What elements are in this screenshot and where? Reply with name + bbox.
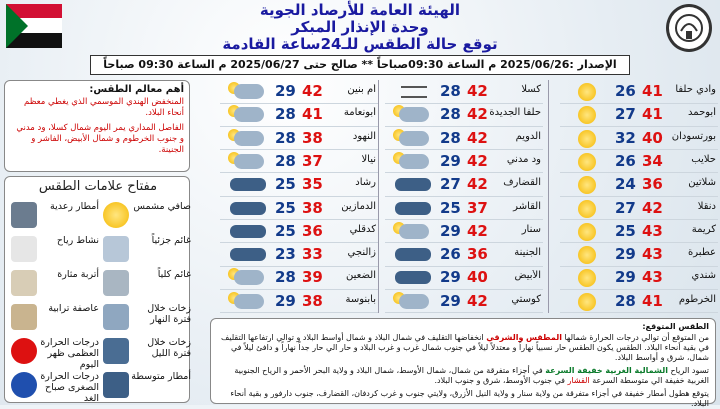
city-name: أم بنين <box>347 84 376 95</box>
key-label: صافي مشمس <box>133 201 191 212</box>
city-name: عطبرة <box>688 247 716 259</box>
cloud-icon <box>224 292 270 311</box>
sun-icon <box>564 245 610 264</box>
table-row <box>560 243 718 267</box>
table-row <box>220 197 378 221</box>
max-temp: 43 <box>642 245 663 264</box>
table-row <box>560 290 718 314</box>
key-label: عاصفة ترابية <box>48 303 99 314</box>
expected-text-2a: تسود الرياح <box>670 366 709 375</box>
max-temp: 34 <box>642 151 663 170</box>
min-temp: 26 <box>615 82 636 100</box>
expected-text-1d: انخفاضها التقليف في شمال البلاد و شمال أواسط البلاد و توالي ارتفاعها التقليف في بقية أنحاء البلاد. الطقس يكون الطقس حار نسبياً نهاراً و معتدلاً ليلاً في جنوب شمال غرب و غرب البلاد و حار الي حار جداً نهاراً و دافئ ليلاً في شمال، شرق و أواسط البلاد. <box>221 333 709 362</box>
rain-icon <box>389 245 435 264</box>
weather-highlights-box <box>4 80 190 172</box>
duststorm-icon <box>11 304 37 330</box>
table-row <box>385 243 543 267</box>
table-row <box>385 127 543 151</box>
min-temp: 29 <box>440 291 461 310</box>
max-temp: 42 <box>642 198 663 217</box>
cloud-icon <box>389 152 435 171</box>
city-name: حلفا الجديدة <box>489 107 541 119</box>
max-temp: 41 <box>642 105 663 124</box>
min-temp: 32 <box>615 128 636 147</box>
storm-icon <box>11 202 37 228</box>
min-temp: 29 <box>275 291 296 310</box>
expected-text-2d: القشار <box>567 376 590 385</box>
sun-icon <box>103 202 129 228</box>
wind-icon <box>389 82 435 101</box>
header-line3: توقع حالة الطقس للـ24ساعة القادمة <box>222 35 498 53</box>
city-name: القاشر <box>513 200 541 212</box>
expected-text-2b: الشمالية الغربية خفيفة السرعة <box>545 366 668 375</box>
max-temp: 36 <box>467 245 488 264</box>
max-temp: 38 <box>302 198 323 217</box>
city-name: نيالا <box>361 153 376 165</box>
key-label: درجات الحرارة العظمى ظهر اليوم <box>40 337 99 370</box>
cloud-icon <box>224 82 270 101</box>
sun-icon <box>564 175 610 194</box>
sudan-flag <box>6 4 62 48</box>
max-temp: 38 <box>302 291 323 310</box>
max-temp: 37 <box>467 198 488 217</box>
table-row <box>385 266 543 290</box>
max-temp: 36 <box>302 221 323 240</box>
expected-title: الطقس المتوقع: <box>642 322 709 331</box>
expected-text-1b: المطقس <box>525 333 562 342</box>
max-temp: 36 <box>642 175 663 194</box>
cloud-icon <box>224 105 270 124</box>
cloud-icon <box>389 129 435 148</box>
table-row <box>560 150 718 174</box>
city-name: القضارف <box>503 177 541 189</box>
header-line1: الهيئة العامة للأرصاد الجوية <box>259 1 461 19</box>
min-temp: 29 <box>615 245 636 264</box>
highlights-title: أهم معالم الطقس: <box>89 84 184 95</box>
sun-icon <box>564 292 610 311</box>
sun-icon <box>564 129 610 148</box>
expected-text-2c: في أجزاء متفرقة من شمال، شمال الأوسط، شمال البلاد و ولاية البحر الأحمر و الرياح الجنوبية الغربية خفيفة الي متوسطة السرعة <box>234 366 709 385</box>
rain-icon <box>103 372 129 398</box>
highlight-itcz: الفاصل المداري يمر اليوم شمال كسلا، ود مدني و جنوب الخرطوم و شمال الأبيض، الفاشر و الجنينة. <box>16 123 184 155</box>
rain-icon <box>389 175 435 194</box>
city-name: دنقلا <box>697 200 716 212</box>
min-temp: 28 <box>275 151 296 170</box>
column-divider <box>378 80 379 313</box>
nightrain-icon <box>103 338 129 364</box>
key-label: غائم جزئياً <box>151 235 191 246</box>
city-name: زالنجي <box>347 247 376 259</box>
sun-icon <box>564 222 610 241</box>
table-row <box>220 173 378 197</box>
meteorological-logo <box>666 4 712 52</box>
key-title: مفتاح علامات الطقس <box>38 179 158 194</box>
min-temp: 27 <box>440 175 461 194</box>
city-name: حلايب <box>691 153 716 165</box>
table-row <box>560 220 718 244</box>
expected-wind-text <box>217 366 709 386</box>
min-temp: 28 <box>440 128 461 147</box>
city-name: سنار <box>521 223 541 235</box>
table-row <box>220 243 378 267</box>
max-temp: 43 <box>642 221 663 240</box>
table-row <box>385 220 543 244</box>
city-name: وادي حلفا <box>675 84 716 95</box>
min-temp: 27 <box>615 198 636 217</box>
min-temp: 26 <box>440 245 461 264</box>
max-temp: 42 <box>467 128 488 147</box>
sun-icon <box>564 105 610 124</box>
expected-temperature-text <box>217 333 709 363</box>
sun-icon <box>564 268 610 287</box>
expected-weather-box <box>210 318 716 408</box>
city-name: كريمة <box>691 223 716 235</box>
city-name: الأبيض <box>514 270 541 282</box>
min-temp: 28 <box>615 291 636 310</box>
key-label: غائم كلياً <box>157 269 191 280</box>
city-name: رشاد <box>355 177 376 189</box>
city-name: أبوحمد <box>688 107 716 119</box>
table-row <box>560 266 718 290</box>
table-row <box>220 290 378 314</box>
city-name: كسلا <box>521 84 541 95</box>
header <box>150 2 570 53</box>
city-name: أبونعامة <box>343 107 376 119</box>
blue-icon <box>11 372 37 398</box>
dayrain-icon <box>103 304 129 330</box>
table-row <box>220 103 378 127</box>
min-temp: 27 <box>615 105 636 124</box>
table-row <box>385 197 543 221</box>
table-row <box>560 127 718 151</box>
table-row <box>385 80 543 104</box>
min-temp: 29 <box>440 268 461 287</box>
red-icon <box>11 338 37 364</box>
min-temp: 23 <box>275 245 296 264</box>
table-row <box>220 266 378 290</box>
min-temp: 28 <box>275 268 296 287</box>
key-item-red <box>9 335 101 368</box>
city-name: شندي <box>691 270 716 282</box>
table-row <box>385 173 543 197</box>
cloud-icon <box>224 268 270 287</box>
rain-icon <box>224 199 270 218</box>
max-temp: 33 <box>302 245 323 264</box>
min-temp: 29 <box>440 221 461 240</box>
key-label: أتربة مثارة <box>57 269 99 280</box>
key-item-duststorm <box>9 301 101 334</box>
min-temp: 28 <box>440 105 461 124</box>
city-name: كدقلي <box>349 223 376 235</box>
table-row <box>385 290 543 314</box>
max-temp: 42 <box>467 151 488 170</box>
weather-symbols-key <box>4 176 190 403</box>
min-temp: 29 <box>615 268 636 287</box>
key-label: درجات الحرارة الصغرى صباح الغد <box>40 371 99 404</box>
city-name: بابنوسة <box>345 293 376 305</box>
min-temp: 28 <box>275 105 296 124</box>
table-row <box>560 197 718 221</box>
cloud-icon <box>103 270 129 296</box>
max-temp: 41 <box>642 291 663 310</box>
key-item-storm <box>9 199 101 232</box>
min-temp: 29 <box>275 82 296 100</box>
city-name: الدويم <box>515 130 541 142</box>
header-line2: وحدة الإنذار المبكر <box>291 18 429 36</box>
expected-rain-text: يتوقع هطول أمطار خفيفة في أجزاء متفرقة من ولاية سنار و ولاية النيل الأزرق، ولايتي جنوب و غرب كردفان، القضارف، جنوب دارفور و بقية أنحاء البلاد. <box>230 389 709 408</box>
min-temp: 28 <box>275 128 296 147</box>
cloud-icon <box>224 152 270 171</box>
partly-icon <box>103 236 129 262</box>
table-row <box>560 103 718 127</box>
city-name: الدمازين <box>341 200 376 212</box>
key-item-sun <box>101 199 193 232</box>
min-temp: 24 <box>615 175 636 194</box>
max-temp: 37 <box>302 151 323 170</box>
city-name: الخرطوم <box>678 293 716 305</box>
key-label: زخات خلال فترة الليل <box>147 337 191 359</box>
sun-icon <box>564 199 610 218</box>
cloud-icon <box>389 105 435 124</box>
sun-icon <box>564 82 610 101</box>
expected-text-1a: من المتوقع أن توالي درجات الحرارة شمالها <box>564 333 709 342</box>
expected-text-2e: في جنوب الأوسط، شرق و جنوب البلاد. <box>434 376 565 385</box>
table-row <box>220 220 378 244</box>
highlight-monsoon: المنخفض الهندي الموسمي الذي يغطي معظم أنحاء البلاد. <box>24 97 184 118</box>
max-temp: 42 <box>467 221 488 240</box>
city-name: ود مدني <box>506 153 541 165</box>
table-row <box>220 127 378 151</box>
column-divider <box>548 80 549 313</box>
dust-icon <box>11 270 37 296</box>
max-temp: 40 <box>642 128 663 147</box>
issue-validity-bar: الإصدار :2025/06/26 م الساعة 09:30صباحاً ** صالح حتى 2025/06/27 م الساعة 09:30 صباحاً <box>90 55 630 75</box>
key-item-partly <box>101 233 193 266</box>
rain-icon <box>389 199 435 218</box>
key-item-cloud <box>101 267 193 300</box>
min-temp: 26 <box>615 151 636 170</box>
rain-icon <box>224 175 270 194</box>
key-item-dayrain <box>101 301 193 334</box>
max-temp: 42 <box>467 82 488 100</box>
max-temp: 38 <box>302 128 323 147</box>
min-temp: 25 <box>275 198 296 217</box>
city-name: كوستي <box>511 293 541 305</box>
max-temp: 41 <box>642 82 663 100</box>
wind-icon <box>11 236 37 262</box>
rain-icon <box>224 222 270 241</box>
max-temp: 42 <box>302 82 323 100</box>
key-label: نشاط رياح <box>56 235 99 246</box>
table-row <box>220 150 378 174</box>
min-temp: 25 <box>440 198 461 217</box>
min-temp: 28 <box>440 82 461 100</box>
city-name: بورتسودان <box>671 130 716 142</box>
cloud-icon <box>389 292 435 311</box>
min-temp: 25 <box>275 175 296 194</box>
key-item-rain <box>101 369 193 402</box>
key-item-blue <box>9 369 101 402</box>
city-name: شلاتين <box>688 177 716 189</box>
sun-icon <box>564 152 610 171</box>
key-label: أمطار رعدية <box>49 201 99 212</box>
table-row <box>385 103 543 127</box>
max-temp: 39 <box>302 268 323 287</box>
expected-text-1c: والشرقي <box>486 333 524 342</box>
key-item-dust <box>9 267 101 300</box>
max-temp: 40 <box>467 268 488 287</box>
max-temp: 42 <box>467 175 488 194</box>
cloud-icon <box>224 129 270 148</box>
city-name: النهود <box>352 130 376 142</box>
max-temp: 41 <box>302 105 323 124</box>
max-temp: 43 <box>642 268 663 287</box>
min-temp: 25 <box>615 221 636 240</box>
key-label: أمطار متوسطة <box>131 371 191 382</box>
cloud-icon <box>389 222 435 241</box>
max-temp: 42 <box>467 105 488 124</box>
table-row <box>560 173 718 197</box>
city-name: الضعين <box>346 270 376 282</box>
key-item-nightrain <box>101 335 193 368</box>
key-item-wind <box>9 233 101 266</box>
max-temp: 35 <box>302 175 323 194</box>
table-row <box>385 150 543 174</box>
rain-icon <box>389 268 435 287</box>
max-temp: 42 <box>467 291 488 310</box>
table-row <box>220 80 378 104</box>
rain-icon <box>224 245 270 264</box>
key-label: زخات خلال فترة النهار <box>147 303 191 325</box>
min-temp: 25 <box>275 221 296 240</box>
table-row <box>560 80 718 104</box>
min-temp: 29 <box>440 151 461 170</box>
city-name: الجنينة <box>514 247 541 259</box>
